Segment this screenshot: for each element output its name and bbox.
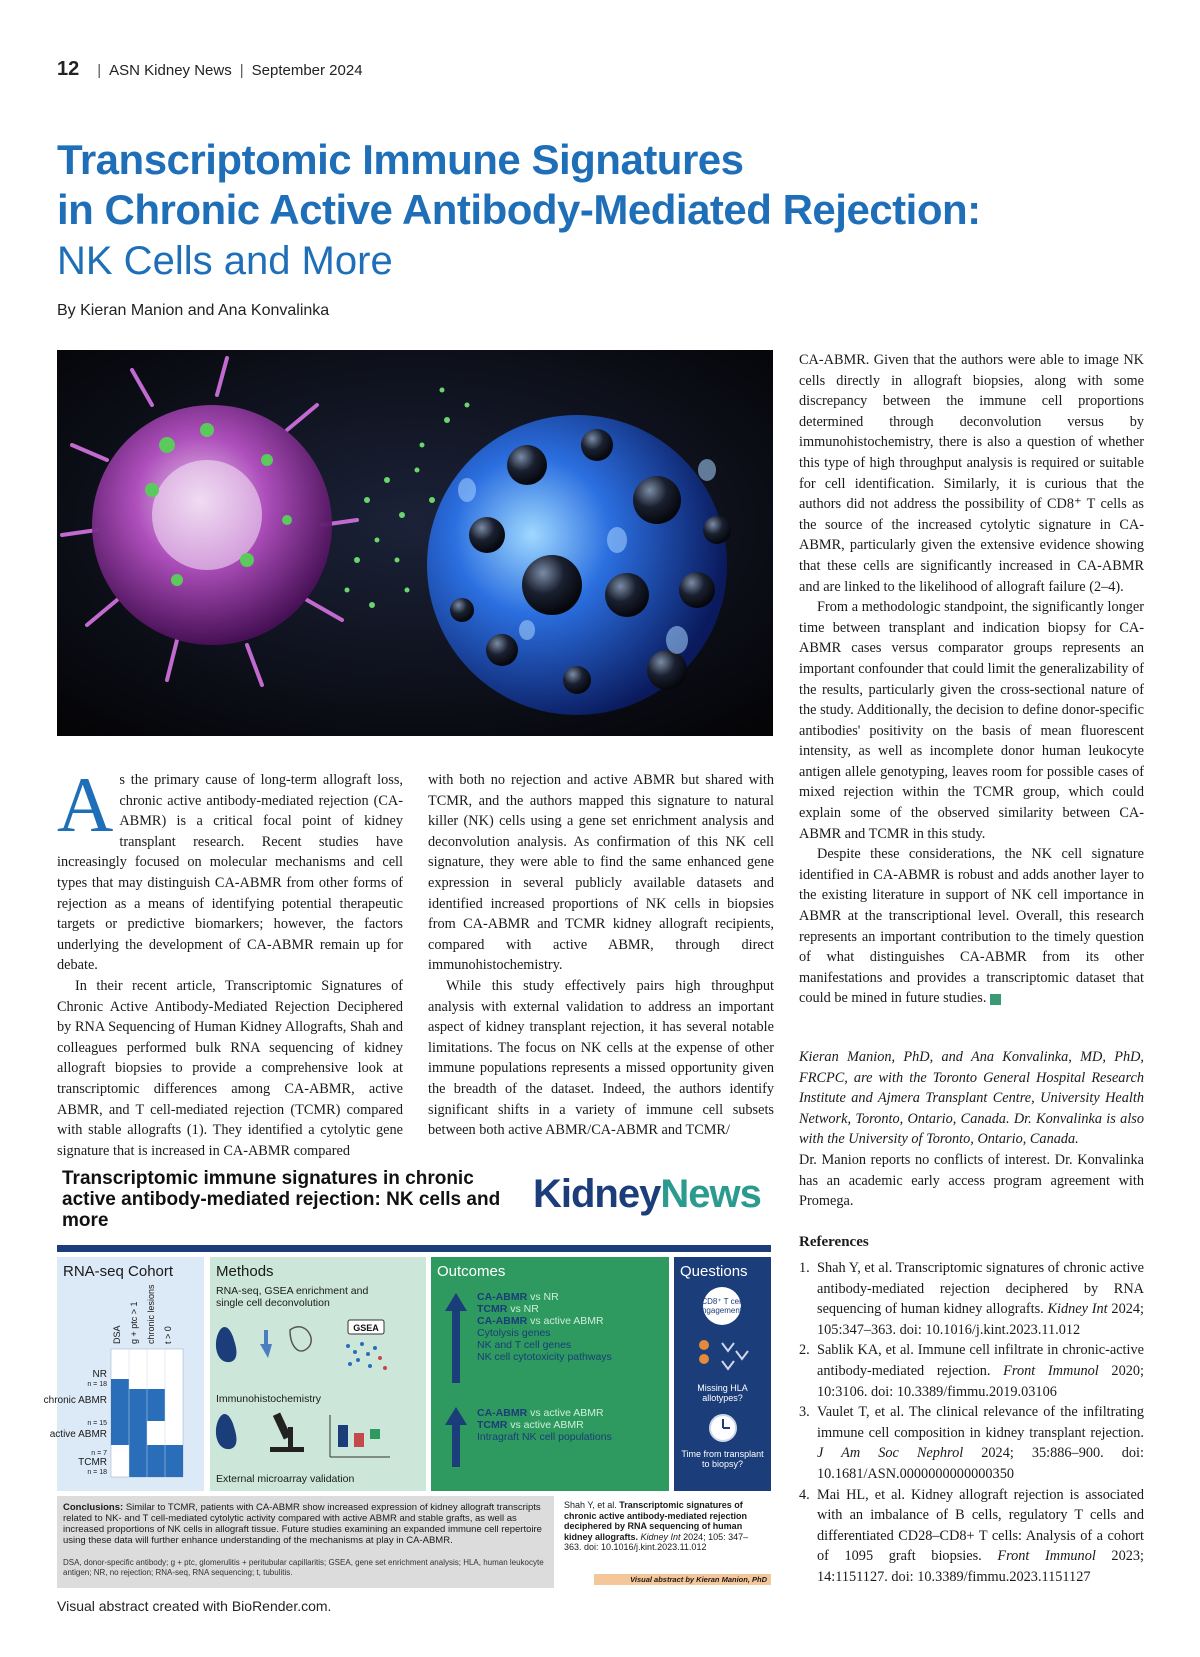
end-mark-icon <box>990 994 1001 1005</box>
conclusions-text: Conclusions: Similar to TCMR, patients with CA-ABMR show increased expression of kidney allograft transcripts related to NK- and T cell-mediated cytolytic activity compared with active ABMR and stable grafts, as well as increased proportions of NK cells in allograft tissue. Future studies examining an expanded immune cell repertoire using these data will further enhance understanding of the mechanisms at play in CA-ABMR. <box>63 1502 542 1546</box>
questions-panel <box>674 1257 771 1491</box>
reference-item: 2. Sablik KA, et al. Immune cell infiltrate in chronic-active antibody-mediated rejection. Front Immunol 2020; 10:3106. doi: 10.3389/fimmu.2019.03106 <box>799 1342 1144 1400</box>
page-number: 12 <box>57 58 80 80</box>
col-label-t: t > 0 <box>163 1326 173 1344</box>
outcomes-panel <box>431 1257 669 1491</box>
citation-box <box>558 1496 771 1588</box>
outcome-item: Intragraft NK cell populations <box>477 1431 612 1443</box>
credit-label: Visual abstract by Kieran Manion, PhD <box>594 1574 771 1585</box>
methods-panel <box>210 1257 426 1491</box>
body-column-1 <box>57 761 403 1161</box>
svg-text:GSEA: GSEA <box>353 1323 379 1333</box>
article-title <box>57 135 1177 287</box>
title-line-1: Transcriptomic Immune Signatures <box>57 136 744 183</box>
pipette-icon <box>260 1344 272 1358</box>
boxplot-icon <box>330 1415 390 1457</box>
panel-heading: Outcomes <box>437 1263 506 1280</box>
question-cd8: CD8⁺ T cell engagement? <box>703 1287 741 1325</box>
paragraph: In their recent article, Transcriptomic Signatures of Chronic Active Antibody-Mediated Rejection Deciphered by RNA Sequencing of Human Kidney Allografts, Shah and colleagues performed bulk RNA sequencing of kidney allograft biopsies to provide a comprehensive look at transcriptomic differences among CA-ABMR, active ABMR, and T cell-mediated rejection (TCMR) compared with stable allografts (1). They identified a cytolytic gene signature that is increased in CA-ABMR compared <box>57 977 403 1159</box>
comparison-line: CA-ABMR vs active ABMR <box>477 1407 604 1419</box>
outcome-item: Cytolysis genes <box>477 1327 551 1339</box>
validation-label: External microarray validation <box>216 1473 355 1485</box>
conclusions-box <box>57 1496 554 1588</box>
group-active-n: n = 7 <box>91 1450 107 1457</box>
up-arrow-icon <box>445 1407 467 1467</box>
group-chronic-n: n = 15 <box>87 1420 107 1427</box>
figure-caption: Visual abstract created with BioRender.com. <box>57 1598 332 1614</box>
kidney-icon <box>216 1414 237 1449</box>
group-active: active ABMR <box>49 1429 107 1440</box>
group-nr: NR <box>92 1369 107 1380</box>
methods-icons <box>210 1312 426 1387</box>
methods-text: RNA-seq, GSEA enrichment and single cell deconvolution <box>216 1285 369 1309</box>
group-tcmr-n: n = 18 <box>87 1469 107 1476</box>
reference-item: 4. Mai HL, et al. Kidney allograft rejection is associated with an imbalance of B cells, regulatory T cells and differentiated CD28–CD8+ T cells: Analysis of a cohort of 1095 graft biopsies. Front Immunol 2023; 14:1151127. doi: 10.3389/fimmu.2023.1151127 <box>799 1486 1144 1585</box>
question-time: Time from transplant to biopsy? <box>681 1449 764 1469</box>
issue-date: September 2024 <box>251 62 363 79</box>
divider <box>57 1245 771 1252</box>
group-chronic: chronic ABMR <box>43 1395 107 1406</box>
comparison-line: TCMR vs NR <box>477 1303 539 1315</box>
comparison-line: CA-ABMR vs NR <box>477 1291 559 1303</box>
body-column-2 <box>428 770 774 1141</box>
microscope-icon <box>270 1413 304 1452</box>
outcome-item: NK cell cytotoxicity pathways <box>477 1351 612 1363</box>
byline: By Kieran Manion and Ana Konvalinka <box>57 302 330 319</box>
drop-cap: A <box>57 761 114 848</box>
outcome-item: NK and T cell genes <box>477 1339 572 1351</box>
body-column-3 <box>799 350 1144 1009</box>
clock-icon <box>708 1413 738 1443</box>
page-header: 12 | ASN Kidney News | September 2024 <box>57 58 363 80</box>
paragraph: CA-ABMR. Given that the authors were able to image NK cells directly in allograft biopsies, along with some discrepancy between the immune cell proportions determined through deconvolution versus by immunohistochemistry, there is also a question of whether this type of high throughput analysis is required or suitable for cell identification. Similarly, it is curious that the authors did not address the possibility of CD8⁺ T cells as the source of the increased cytolytic signature in CA-ABMR, particularly given the extensive evidence showing that these cells are significantly increased in CA-ABMR and are linked to the likelihood of allograft failure (2–4). <box>799 352 1144 595</box>
ihc-icons <box>210 1407 426 1472</box>
visual-abstract-title: Transcriptomic immune signatures in chronic active antibody-mediated rejection: NK cells and more <box>62 1168 501 1231</box>
comparison-line: TCMR vs active ABMR <box>477 1419 584 1431</box>
paragraph: Despite these considerations, the NK cell signature identified in CA-ABMR is robust and adds another layer to the existing literature in support of NK cell importance in ABMR at the transcriptional level. Overall, this research represents an important contribution to the timely question of what distinguishes CA-ABMR from its other manifestations and provides a transcriptomic dataset that could be mined in future studies. <box>799 846 1144 1007</box>
question-hla: Missing HLA allotypes? <box>697 1383 748 1403</box>
outcome-group-2 <box>477 1407 663 1443</box>
col-label-dsa: DSA <box>112 1325 122 1344</box>
title-line-2: in Chronic Active Antibody-Mediated Rejection: <box>57 186 981 233</box>
author-bio: Kieran Manion, PhD, and Ana Konvalinka, MD, PhD, FRCPC, are with the Toronto General Hospital Research Institute and Ajmera Transplant Centre, University Health Network, Toronto, Ontario, Canada. Dr. Konvalinka is also with the University of Toronto, Ontario, Canada. <box>799 1049 1144 1148</box>
panel-heading: RNA-seq Cohort <box>63 1263 174 1280</box>
reference-item: 3. Vaulet T, et al. The clinical relevance of the infiltrating immune cell composition in kidney transplant rejection. J Am Soc Nephrol 2024; 35:886–900. doi: 10.1681/ASN.0000000000000350 <box>799 1404 1144 1482</box>
citation-text: Shah Y, et al. Transcriptomic signatures of chronic active antibody-mediated rejection deciphered by RNA sequencing of human kidney allografts. Kidney Int 2024; 105: 347–363. doi: 10.1016/j.kint.2023.11.012 <box>564 1500 749 1552</box>
hero-illustration <box>57 350 773 736</box>
reference-item: 1. Shah Y, et al. Transcriptomic signatures of chronic active antibody-mediated rejection deciphered by RNA sequencing of human kidney allografts. Kidney Int 2024; 105:347–363. doi: 10.1016/j.kint.2023.11.012 <box>799 1260 1144 1338</box>
kidney-news-logo: KidneyNews <box>533 1172 761 1216</box>
disclosure: Dr. Manion reports no conflicts of interest. Dr. Konvalinka has an academic early access program agreement with Promega. <box>799 1152 1144 1210</box>
comparison-line: CA-ABMR vs active ABMR <box>477 1315 604 1327</box>
panel-heading: Methods <box>216 1263 274 1280</box>
paragraph: with both no rejection and active ABMR but shared with TCMR, and the authors mapped this signature to natural killer (NK) cells using a gene set enrichment analysis and deconvolution analysis. As confirmation of this NK cell signature, they were able to find the same enhanced gene expression in several publicly available datasets and identified increased proportions of NK cells in biopsies from CA-ABMR and TCMR kidney allograft recipients, compared with active ABMR, through direct immunohistochemistry. <box>428 772 774 974</box>
col-label-gptc: g + ptc > 1 <box>129 1301 139 1344</box>
outcome-group-1 <box>477 1291 663 1363</box>
group-nr-n: n = 18 <box>87 1381 107 1388</box>
references-list <box>799 1258 1144 1588</box>
panel-heading: Questions <box>680 1263 748 1280</box>
up-arrow-icon <box>445 1293 467 1383</box>
publication-name: ASN Kidney News <box>109 62 232 79</box>
kidney-icon <box>216 1327 237 1362</box>
paragraph: As the primary cause of long-term allograft loss, chronic active antibody-mediated rejection (CA-ABMR) is a critical focal point of kidney transplant research. Recent studies have increasingly focused on molecular mechanisms and cell types that may distinguish CA-ABMR from other forms of rejection as a means of identifying potential therapeutic targets or predictive biomarkers; however, the factors underlying the development of CA-ABMR remain up for debate. <box>57 761 403 974</box>
dna-icon <box>290 1327 311 1351</box>
article-subtitle: NK Cells and More <box>57 239 393 283</box>
references-heading: References <box>799 1234 869 1250</box>
col-label-chronic: chronic lesions <box>146 1284 156 1344</box>
cohort-grid <box>43 1257 204 1491</box>
cohort-panel <box>43 1257 204 1491</box>
group-tcmr: TCMR <box>78 1457 107 1468</box>
paragraph: While this study effectively pairs high throughput analysis with external validation to address an important aspect of kidney transplant rejection, it has several notable limitations. The focus on NK cells at the expense of other immune populations represents a missed opportunity given the breadth of the dataset. Indeed, the authors identify significant shifts in a variety of immune cell subsets between both active ABMR/CA-ABMR and TCMR/ <box>428 977 774 1139</box>
nk-cell-illustration <box>57 350 773 736</box>
hla-icon <box>692 1335 752 1385</box>
ihc-label: Immunohistochemistry <box>216 1393 322 1405</box>
abbreviations: DSA, donor-specific antibody; g + ptc, glomerulitis + peritubular capillaritis; GSEA, gene set enrichment analysis; HLA, human leukocyte antigen; NR, no rejection; RNA-seq, RNA sequencing; t, tubulitis. <box>63 1558 544 1577</box>
paragraph: From a methodologic standpoint, the significantly longer time between transplant and indication biopsy for CA-ABMR cases versus comparator groups represents an important confounder that could limit the generalizability of the results, particularly given the cross-sectional nature of the study. Additionally, the decision to define donor-specific antibodies' positivity on the basis of mean fluorescent intensity, as well as incomplete donor human leukocyte antigen allele genotyping, leaves room for possible cases of mixed rejection within the TCMR group, which could explain some of the observed similarity between CA-ABMR and TCMR in this study. <box>799 599 1144 842</box>
